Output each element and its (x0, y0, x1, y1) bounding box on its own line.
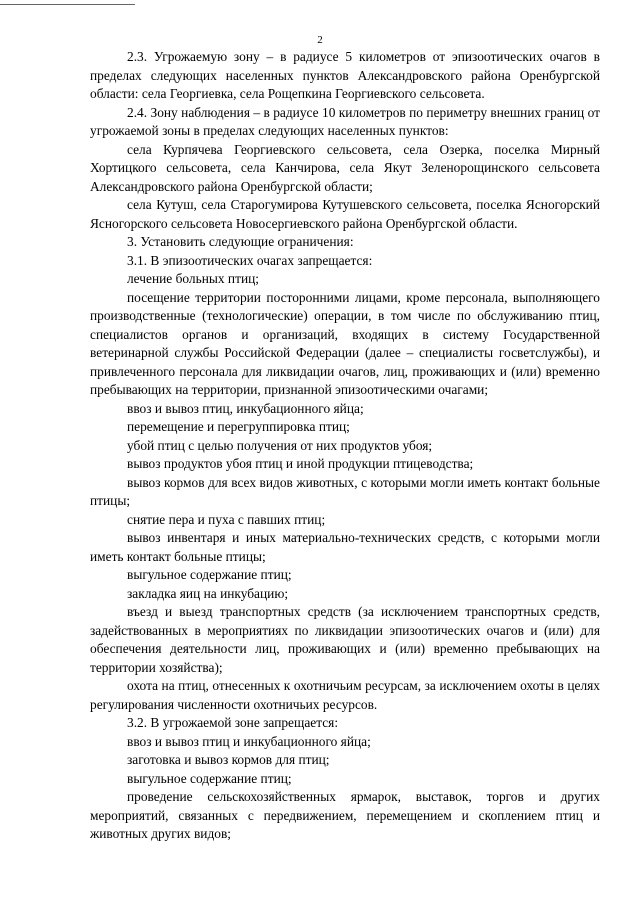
paragraph: 2.3. Угрожаемую зону – в радиусе 5 километров от эпизоотических очагов в пределах следующих населенных пунктов Александровского района Оренбургской области: села Георгиевка, села Рощепкина Георгиевского сельсовета. (90, 49, 600, 101)
paragraph: села Кутуш, села Старогумирова Кутушевского сельсовета, поселка Ясногорский Ясногорского сельсовета Новосергиевского района Оренбургской области. (90, 197, 600, 231)
paragraph: вывоз инвентаря и иных материально-технических средств, с которыми могли иметь контакт больные птицы; (90, 530, 600, 564)
document-body (90, 48, 600, 844)
paragraph: посещение территории посторонними лицами, кроме персонала, выполняющего производственные (технологические) операции, в том числе по обслуживанию птиц, специалистов органов и организаций, входящих в систему Государственной ветеринарной службы Российской Федерации (далее – специалисты госветслужбы), и привлеченного персонала для ликвидации очагов, лиц, проживающих и (или) временно пребывающих на территории, признанной эпизоотическими очагами; (90, 289, 600, 397)
paragraph: въезд и выезд транспортных средств (за исключением транспортных средств, задействованных в мероприятиях по ликвидации эпизоотических очагов и (или) для обеспечения деятельности лиц, проживающих и (или) временно пребывающих на территории хозяйства); (90, 604, 600, 675)
paragraph: выгульное содержание птиц; (127, 567, 292, 582)
paragraph: ввоз и вывоз птиц, инкубационного яйца; (127, 400, 364, 416)
paragraph: лечение больных птиц; (127, 271, 259, 286)
paragraph: 3.1. В эпизоотических очагах запрещается: (127, 252, 373, 268)
paragraph: села Курпячева Георгиевского сельсовета, села Озерка, поселка Мирный Хортицкого сельсовета, села Канчирова, села Якут Зеленорощинского сельсовета Александровского района Оренбургской области; (90, 141, 600, 194)
paragraph: вывоз продуктов убоя птиц и иной продукции птицеводства; (127, 456, 474, 471)
paragraph: заготовка и вывоз кормов для птиц; (127, 752, 330, 767)
page-number: 2 (317, 34, 323, 46)
paragraph: проведение сельскохозяйственных ярмарок, выставок, торгов и других мероприятий, связанных с передвижением, перемещением и скоплением птиц и животных других видов; (90, 789, 600, 841)
paragraph: выгульное содержание птиц; (127, 770, 292, 786)
header-rule (0, 4, 135, 5)
paragraph: ввоз и вывоз птиц и инкубационного яйца; (127, 733, 371, 749)
paragraph: перемещение и перегруппировка птиц; (127, 419, 350, 434)
paragraph: снятие пера и пуха с павших птиц; (127, 511, 326, 527)
paragraph: убой птиц с целью получения от них продуктов убоя; (127, 437, 433, 453)
paragraph: вывоз кормов для всех видов животных, с которыми могли иметь контакт больные птицы; (90, 474, 600, 508)
paragraph: охота на птиц, отнесенных к охотничьим ресурсам, за исключением охоты в целях регулирования численности охотничьих ресурсов. (90, 678, 600, 712)
paragraph: 2.4. Зону наблюдения – в радиусе 10 километров по периметру внешних границ от угрожаемой зоны в пределах следующих населенных пунктов: (90, 104, 600, 138)
paragraph: 3. Установить следующие ограничения: (127, 234, 354, 249)
paragraph: 3.2. В угрожаемой зоне запрещается: (127, 715, 339, 730)
paragraph: закладка яиц на инкубацию; (127, 585, 289, 601)
